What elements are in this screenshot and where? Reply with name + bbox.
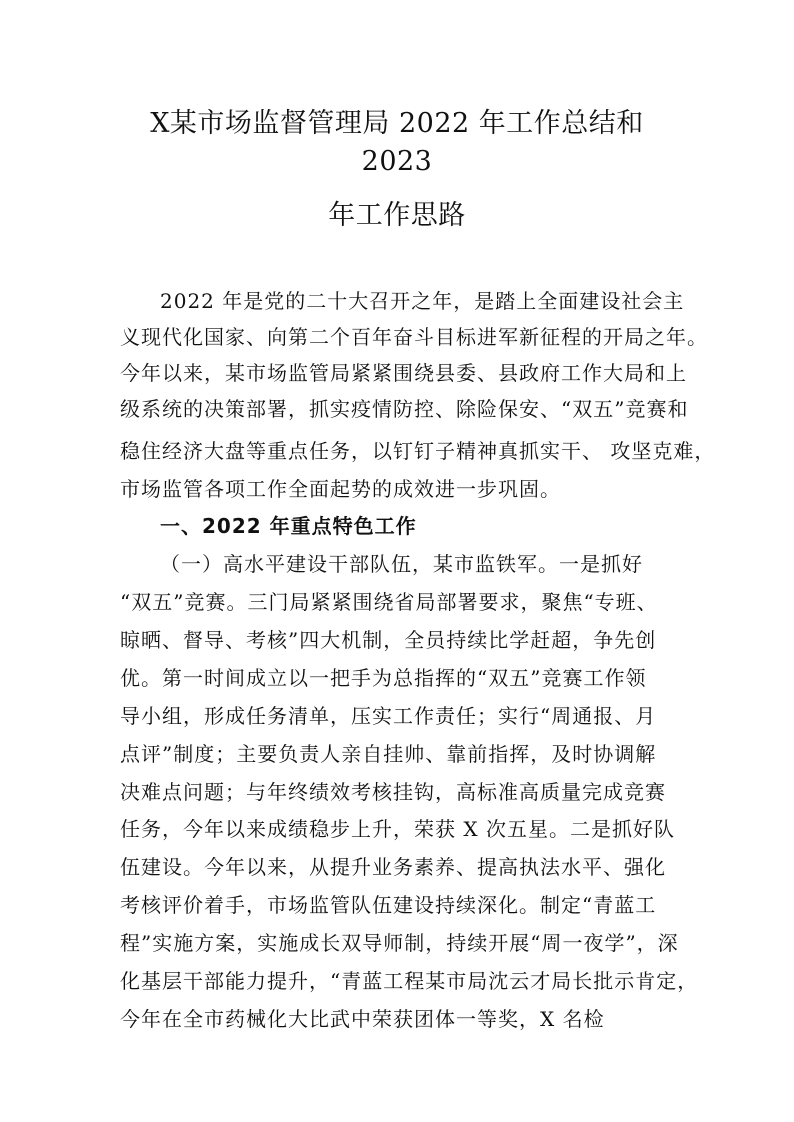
- paragraph-2-line-7: 决难点问题；与年终绩效考核挂钩，高标准高质量完成竞赛: [120, 780, 666, 804]
- paragraph-1-line-2: 义现代化国家、向第二个百年奋斗目标进军新征程的开局之年。: [120, 325, 708, 349]
- paragraph-2-line-13: 今年在全市药械化大比武中荣获团体一等奖，X 名检: [120, 1007, 605, 1031]
- paragraph-2-line-3: 晾晒、督导、考核”四大机制，全员持续比学赶超，争先创: [120, 628, 657, 652]
- paragraph-1-line-6: 市场监管各项工作全面起势的成效进一步巩固。: [120, 477, 561, 501]
- paragraph-1-line-1: 2022 年是党的二十大召开之年，是踏上全面建设社会主: [160, 289, 685, 313]
- section-heading: 一、2022 年重点特色工作: [160, 514, 417, 538]
- paragraph-1-line-5: 稳住经济大盘等重点任务，以钉钉子精神真抓实干、 攻坚克难，: [120, 439, 716, 463]
- document-title-line-2: 2023: [361, 146, 433, 177]
- paragraph-2-line-8: 任务，今年以来成绩稳步上升，荣获 X 次五星。二是抓好队: [120, 817, 675, 841]
- paragraph-2-line-6: 点评”制度；主要负责人亲自挂帅、靠前指挥，及时协调解: [120, 742, 657, 766]
- document-title-line-3: 年工作思路: [328, 200, 466, 231]
- paragraph-2-line-9: 伍建设。今年以来，从提升业务素养、提高执法水平、强化: [120, 855, 666, 879]
- paragraph-1-line-4: 级系统的决策部署，抓实疫情防控、除险保安、“双五”竞赛和: [120, 397, 689, 421]
- document-title-line-1: X某市场监督管理局 2022 年工作总结和: [150, 108, 644, 139]
- paragraph-1-line-3: 今年以来，某市场监管局紧紧围绕县委、县政府工作大局和上: [120, 361, 687, 385]
- paragraph-2-line-5: 导小组，形成任务清单，压实工作责任；实行“周通报、月: [120, 704, 657, 728]
- paragraph-2-line-11: 程”实施方案，实施成长双导师制，持续开展“周一夜学”，深: [120, 931, 679, 955]
- paragraph-2-line-4: 优。第一时间成立以一把手为总指挥的“双五”竞赛工作领: [120, 666, 647, 690]
- paragraph-2-line-10: 考核评价着手，市场监管队伍建设持续深化。制定“青蓝工: [120, 893, 657, 917]
- paragraph-2-line-2: “双五”竞赛。三门局紧紧围绕省局部署要求，聚焦“专班、: [120, 590, 658, 614]
- paragraph-2-line-1: （一）高水平建设干部队伍，某市监铁军。一是抓好: [160, 552, 643, 576]
- paragraph-2-line-12: 化基层干部能力提升，“青蓝工程某市局沈云才局长批示肯定，: [120, 969, 699, 993]
